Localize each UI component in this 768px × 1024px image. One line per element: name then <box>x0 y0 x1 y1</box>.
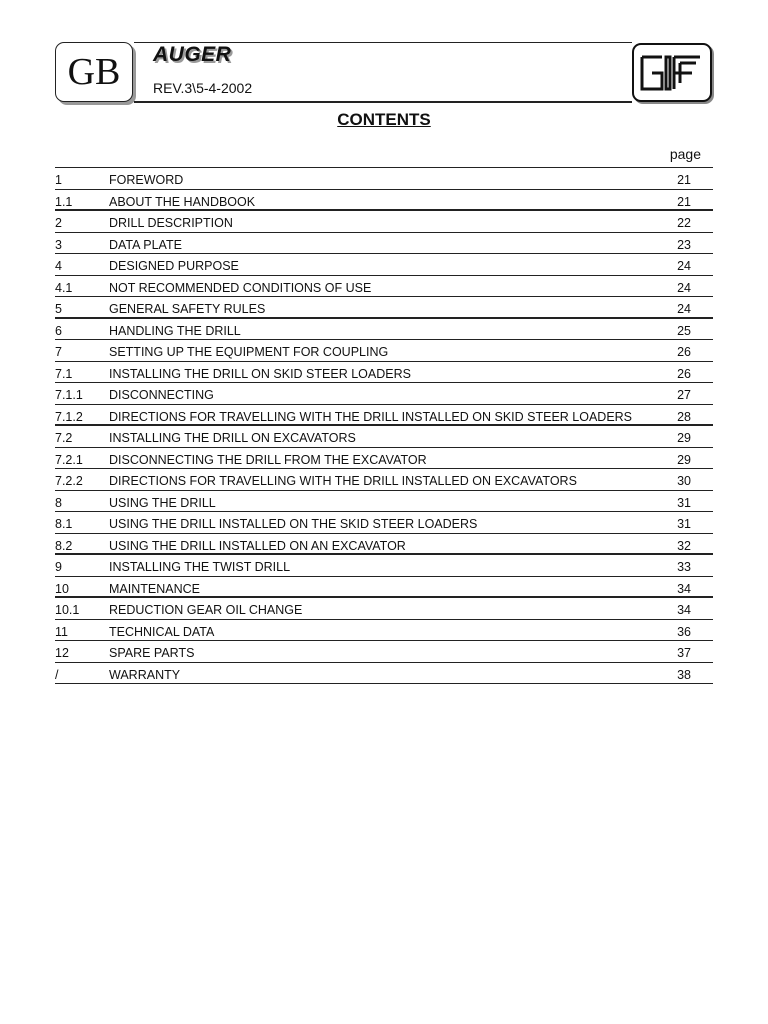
toc-page-number: 28 <box>677 409 691 424</box>
toc-section-title: DATA PLATE <box>109 237 182 252</box>
toc-section-number: 6 <box>55 323 62 338</box>
toc-row <box>55 491 713 513</box>
toc-page-number: 26 <box>677 345 691 359</box>
toc-page-number: 26 <box>677 366 691 381</box>
toc-section-number: 7 <box>55 345 62 359</box>
toc-row <box>55 534 713 556</box>
toc-section-number: 10 <box>55 581 69 596</box>
toc-page-number: 25 <box>677 323 691 338</box>
toc-section-number: 12 <box>55 646 69 660</box>
toc-section-title: INSTALLING THE DRILL ON SKID STEER LOADERS <box>109 366 411 381</box>
gf-logo-icon <box>632 43 712 102</box>
toc-page-number: 27 <box>677 388 691 402</box>
toc-section-title: MAINTENANCE <box>109 581 200 596</box>
gf-logo-mark <box>640 53 704 93</box>
toc-row <box>55 426 713 448</box>
toc-section-title: DESIGNED PURPOSE <box>109 259 239 273</box>
toc-row <box>55 319 713 341</box>
toc-section-title: USING THE DRILL INSTALLED ON AN EXCAVATOR <box>109 538 406 553</box>
toc-section-number: 11 <box>55 624 68 639</box>
toc-row <box>55 598 713 620</box>
toc-section-title: USING THE DRILL <box>109 495 216 510</box>
toc-section-number: 1.1 <box>55 194 73 209</box>
toc-page-number: 24 <box>677 302 691 316</box>
toc-section-title: INSTALLING THE TWIST DRILL <box>109 560 291 574</box>
toc-section-number: 2 <box>55 216 62 230</box>
toc-section-title: ABOUT THE HANDBOOK <box>109 194 256 209</box>
toc-section-number: 7.1.2 <box>55 409 83 424</box>
toc-row <box>55 405 713 427</box>
toc-section-title: SETTING UP THE EQUIPMENT FOR COUPLING <box>109 345 389 359</box>
toc-page-number: 24 <box>677 259 691 273</box>
toc-row <box>55 641 713 663</box>
toc-page-number: 38 <box>677 667 691 682</box>
toc-page-number: 36 <box>677 624 691 639</box>
toc-section-title: REDUCTION GEAR OIL CHANGE <box>109 603 303 617</box>
toc-row <box>55 620 713 642</box>
toc-section-title: WARRANTY <box>109 667 181 682</box>
toc-page-number: 34 <box>677 581 691 596</box>
document-header <box>0 0 768 110</box>
toc-row <box>55 168 713 190</box>
toc-row <box>55 190 713 212</box>
toc-section-number: 4 <box>55 259 62 273</box>
toc-section-title: DISCONNECTING THE DRILL FROM THE EXCAVATOR <box>109 452 427 467</box>
toc-section-title: FOREWORD <box>109 173 184 187</box>
toc-row <box>55 362 713 384</box>
toc-row <box>55 233 713 255</box>
toc-section-number: 1 <box>55 173 62 187</box>
toc-section-number: 7.1.1 <box>55 388 83 402</box>
toc-row <box>55 340 713 362</box>
toc-row <box>55 577 713 599</box>
toc-row <box>55 254 713 276</box>
toc-section-number: 8.2 <box>55 538 73 553</box>
toc-section-title: HANDLING THE DRILL <box>109 323 241 338</box>
toc-section-number: 5 <box>55 302 62 316</box>
toc-page-number: 30 <box>677 474 691 488</box>
table-of-contents <box>55 167 713 684</box>
toc-section-number: 7.2 <box>55 431 73 445</box>
page-column-label: page <box>669 146 701 162</box>
toc-section-title: USING THE DRILL INSTALLED ON THE SKID STEER LOADERS <box>109 517 478 531</box>
toc-page-number: 31 <box>677 517 691 531</box>
toc-row <box>55 383 713 405</box>
toc-row <box>55 512 713 534</box>
toc-page-number: 22 <box>677 216 691 230</box>
toc-section-number: 7.1 <box>55 366 73 381</box>
toc-row <box>55 448 713 470</box>
toc-page-number: 24 <box>677 280 691 295</box>
toc-page-number: 23 <box>677 237 691 252</box>
toc-row <box>55 297 713 319</box>
toc-section-number: 10.1 <box>55 603 80 617</box>
toc-section-title: TECHNICAL DATA <box>109 624 215 639</box>
toc-section-title: DRILL DESCRIPTION <box>109 216 233 230</box>
contents-heading: CONTENTS <box>337 110 431 129</box>
revision-label: REV.3\5-4-2002 <box>153 80 253 96</box>
language-badge: GB <box>55 42 133 102</box>
toc-section-number: 9 <box>55 560 62 574</box>
toc-section-title: DIRECTIONS FOR TRAVELLING WITH THE DRILL INSTALLED ON EXCAVATORS <box>109 474 577 488</box>
toc-row <box>55 276 713 298</box>
toc-section-title: GENERAL SAFETY RULES <box>109 302 266 316</box>
toc-section-number: 3 <box>55 237 62 252</box>
toc-row <box>55 663 713 685</box>
toc-row <box>55 469 713 491</box>
toc-section-title: NOT RECOMMENDED CONDITIONS OF USE <box>109 280 372 295</box>
toc-page-number: 32 <box>677 538 691 553</box>
toc-section-title: INSTALLING THE DRILL ON EXCAVATORS <box>109 431 356 445</box>
toc-page-number: 21 <box>677 173 691 187</box>
toc-page-number: 34 <box>677 603 691 617</box>
toc-section-number: 7.2.1 <box>55 452 83 467</box>
toc-section-number: 8 <box>55 495 62 510</box>
header-bottom-rule <box>134 101 632 103</box>
document-title: AUGER <box>153 43 232 66</box>
toc-section-number: / <box>55 667 59 682</box>
toc-page-number: 21 <box>677 194 691 209</box>
toc-row <box>55 211 713 233</box>
toc-section-title: DIRECTIONS FOR TRAVELLING WITH THE DRILL INSTALLED ON SKID STEER LOADERS <box>109 409 633 424</box>
toc-section-number: 4.1 <box>55 280 73 295</box>
toc-page-number: 37 <box>677 646 691 660</box>
toc-row <box>55 555 713 577</box>
toc-section-number: 8.1 <box>55 517 73 531</box>
toc-section-title: DISCONNECTING <box>109 388 214 402</box>
toc-page-number: 31 <box>677 495 691 510</box>
toc-section-title: SPARE PARTS <box>109 646 195 660</box>
toc-section-number: 7.2.2 <box>55 474 83 488</box>
toc-page-number: 29 <box>677 452 691 467</box>
toc-page-number: 29 <box>677 431 691 445</box>
toc-page-number: 33 <box>677 560 691 574</box>
